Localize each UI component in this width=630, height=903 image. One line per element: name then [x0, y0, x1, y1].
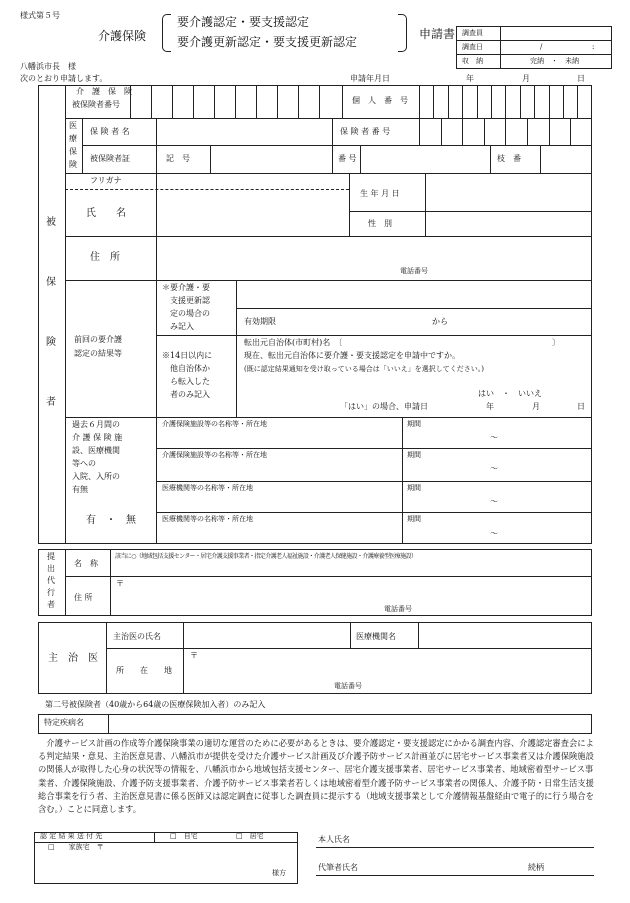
facility-label-5: 入院、入所の: [72, 472, 120, 481]
birthdate-label: 生 年 月 日: [360, 189, 400, 198]
agent-phone-label: 電話番号: [384, 605, 412, 613]
agent-name-label: 名 称: [74, 559, 98, 568]
facility-label-3: 設、医療機関: [72, 446, 120, 455]
sex-label: 性 別: [368, 219, 392, 228]
agent-postal-mark: 〒: [116, 579, 124, 588]
name-label: 氏 名: [86, 208, 126, 219]
medical-vert-3: 保: [69, 147, 77, 156]
insurer-name-label: 保 険 者 名: [90, 127, 130, 136]
yes-date-label: 「はい」の場合、申請日: [340, 402, 428, 411]
renewal-note-1: ＊要介護・要: [162, 283, 210, 292]
consent-paragraph: 介護サービス計画の作成等介護保険事業の適切な運営のために必要があるときは、要介護認定・要支援認定にかかる調査内容、介護認定審査会による判定結果・意見、主治医意見書、八幡浜市が提供を受けた介護サービス計画及び介護予防サービス計画並びに居宅サービス事業者又は介護保険施設の関係人が取得した心身の状況等の情報を、八幡浜市から地域包括支援センター、居宅介護支援事業者、居宅サービス事業者、地域密着型サービス事業者、介護保険施設、介護予防支援事業者、介護予防サービス事業者若しくは地域密着型介護予防サービス事業者の関係人、介護予防・日常生活支援総合事業を行う者、主治医意見書に係る医師又は認定調査に従事した調査員に提示する（地域支援事業として介護情報基盤経由で電子的に行う場合を含む。）ことに同意します。: [38, 738, 594, 815]
relation-label: 続柄: [528, 863, 544, 872]
facility-row-1-period: 期間: [407, 420, 421, 428]
addressee: 八幡浜市長 様: [20, 62, 76, 71]
facility-row-3-tilde: ～: [490, 497, 498, 506]
doctor-location-label: 所 在 地: [116, 666, 172, 675]
facility-label-2: 介 護 保 険 施: [72, 433, 123, 442]
result-option-home[interactable]: □ 居宅: [236, 832, 264, 840]
yes-date-month: 月: [532, 402, 540, 411]
facility-row-4-period: 期間: [407, 515, 421, 523]
result-option-family[interactable]: □ 家族宅 〒: [48, 843, 104, 851]
renewal-note-3: 定の場合の: [170, 309, 210, 318]
agent-address-label: 住 所: [74, 593, 93, 602]
facility-has-or-not[interactable]: 有 ・ 無: [86, 515, 136, 526]
medical-vert-2: 療: [69, 134, 77, 143]
facility-row-1-label: 介護保険施設等の名称等・所在地: [162, 420, 267, 428]
investigator-label: 調査員: [462, 29, 483, 37]
insured-side-label-2: 保: [46, 277, 56, 288]
facility-row-2-tilde: ～: [490, 464, 498, 473]
doctor-phone-label: 電話番号: [334, 682, 362, 690]
application-date-month: 月: [522, 74, 530, 83]
agent-side-1: 提: [47, 552, 55, 561]
self-name-label: 本人氏名: [318, 835, 350, 844]
result-option-self[interactable]: □ 自宅: [170, 832, 198, 840]
transfer-instruction: (既に認定結果通知を受け取っている場合は「いいえ」を選択してください。): [244, 365, 484, 373]
medical-vert-1: 医: [69, 121, 77, 130]
insured-number-label-1: 介 護 保 険: [76, 87, 132, 96]
insured-side-label-3: 険: [46, 337, 56, 348]
agent-side-4: 行: [47, 588, 55, 597]
result-honorific: 様方: [272, 869, 286, 877]
facility-row-1-tilde: ～: [490, 433, 498, 442]
furigana-label: フリガナ: [90, 176, 122, 185]
facility-label-1: 過去６月間の: [72, 420, 120, 429]
name-field[interactable]: [157, 190, 348, 236]
doctor-label: 主 治 医: [48, 653, 98, 664]
renewal-note-4: み記入: [170, 322, 194, 331]
doctor-name-field[interactable]: [184, 623, 350, 647]
title-bracket-right: [398, 14, 407, 52]
facility-row-4-label: 医療機関等の名称等・所在地: [162, 515, 253, 523]
fee-label: 収 納: [462, 57, 483, 65]
survey-date-colon: :: [592, 43, 595, 51]
yes-date-year: 年: [486, 402, 494, 411]
disease-label: 特定疾病名: [44, 718, 84, 727]
title-main: 介護保険: [98, 29, 147, 43]
insurer-number-cells[interactable]: [419, 118, 592, 145]
form-number: 様式第５号: [20, 11, 60, 20]
title-bracket-left: [162, 14, 171, 52]
transfer-note-4: 者のみ記入: [170, 390, 210, 399]
facility-row-3-period: 期間: [407, 484, 421, 492]
prev-result-label-1: 前回の要介護: [74, 335, 122, 344]
agent-side-2: 出: [47, 564, 55, 573]
survey-date-label: 調査日: [462, 43, 483, 51]
insured-phone-label: 電話番号: [400, 267, 428, 275]
insured-card-label: 被保険者証: [90, 154, 130, 163]
symbol-label: 記 号: [166, 154, 190, 163]
address-label: 住 所: [90, 252, 120, 263]
survey-date-slash: /: [540, 43, 543, 51]
facility-row-2-label: 介護保険施設等の名称等・所在地: [162, 451, 267, 459]
medical-institution-label: 医療機関名: [356, 632, 396, 641]
yes-date-day: 日: [577, 402, 585, 411]
facility-label-4: 等への: [72, 459, 96, 468]
transfer-origin-close: 〕: [552, 338, 560, 347]
prev-result-label-2: 認定の結果等: [74, 349, 122, 358]
branch-label: 枝 番: [497, 154, 521, 163]
application-date-label: 申請年月日: [350, 74, 390, 83]
facility-label-6: 有無: [72, 485, 88, 494]
insured-side-label-4: 者: [46, 397, 56, 408]
agent-type-options[interactable]: 該当に○（地域包括支援センター・居宅介護支援事業者・指定介護老人福祉施設・介護老人保健施設・介護療養型医療施設）: [115, 553, 417, 560]
transfer-note-2: 他自治体か: [170, 364, 210, 373]
doctor-name-label: 主治医の氏名: [113, 632, 161, 641]
doctor-postal-mark: 〒: [190, 651, 198, 660]
facility-row-3-label: 医療機関等の名称等・所在地: [162, 484, 253, 492]
transfer-question: 現在、転出元自治体に要介護・要支援認定を申請中ですか。: [244, 351, 460, 360]
number-label: 番 号: [338, 154, 357, 163]
application-date-day: 日: [577, 74, 585, 83]
title-line1: 要介護認定・要支援認定: [177, 15, 310, 29]
transfer-origin-label: 転出元自治体(市町村)名 〔: [244, 338, 343, 347]
insured-side-label-1: 被: [46, 217, 56, 228]
valid-from-label: から: [432, 317, 448, 326]
insured-number-label-2: 被保険者番号: [72, 100, 120, 109]
facility-row-4-tilde: ～: [490, 529, 498, 538]
result-destination-label: 認 定 結 果 送 付 先: [40, 832, 103, 840]
insurer-number-label: 保 険 者 番 号: [340, 127, 391, 136]
title-line2: 要介護更新認定・要支援更新認定: [177, 35, 358, 49]
insured-number-cells[interactable]: [130, 85, 342, 118]
fee-status: 完納 ・ 未納: [530, 57, 579, 65]
transfer-note-1: ※14日以内に: [162, 351, 213, 360]
agent-side-5: 者: [47, 600, 55, 609]
intro-text: 次のとおり申請します。: [20, 74, 108, 83]
title-suffix: 申請書: [419, 27, 456, 41]
facility-row-2-period: 期間: [407, 451, 421, 459]
medical-vert-4: 険: [69, 160, 77, 169]
secondary-heading: 第二号被保険者（40歳から64歳の医療保険加入者）のみ記入: [45, 700, 266, 709]
agent-side-3: 代: [47, 576, 55, 585]
personal-number-label: 個 人 番 号: [352, 96, 408, 105]
application-date-year: 年: [466, 74, 474, 83]
address-field[interactable]: [157, 237, 591, 280]
disease-field[interactable]: [109, 715, 591, 733]
transfer-note-3: ら転入した: [170, 377, 210, 386]
proxy-name-label: 代筆者氏名: [318, 863, 358, 872]
personal-number-cells[interactable]: [419, 85, 592, 118]
renewal-note-2: 支援更新認: [170, 296, 210, 305]
yes-no-choice[interactable]: はい ・ いいえ: [478, 389, 542, 398]
valid-period-label: 有効期限: [244, 317, 276, 326]
